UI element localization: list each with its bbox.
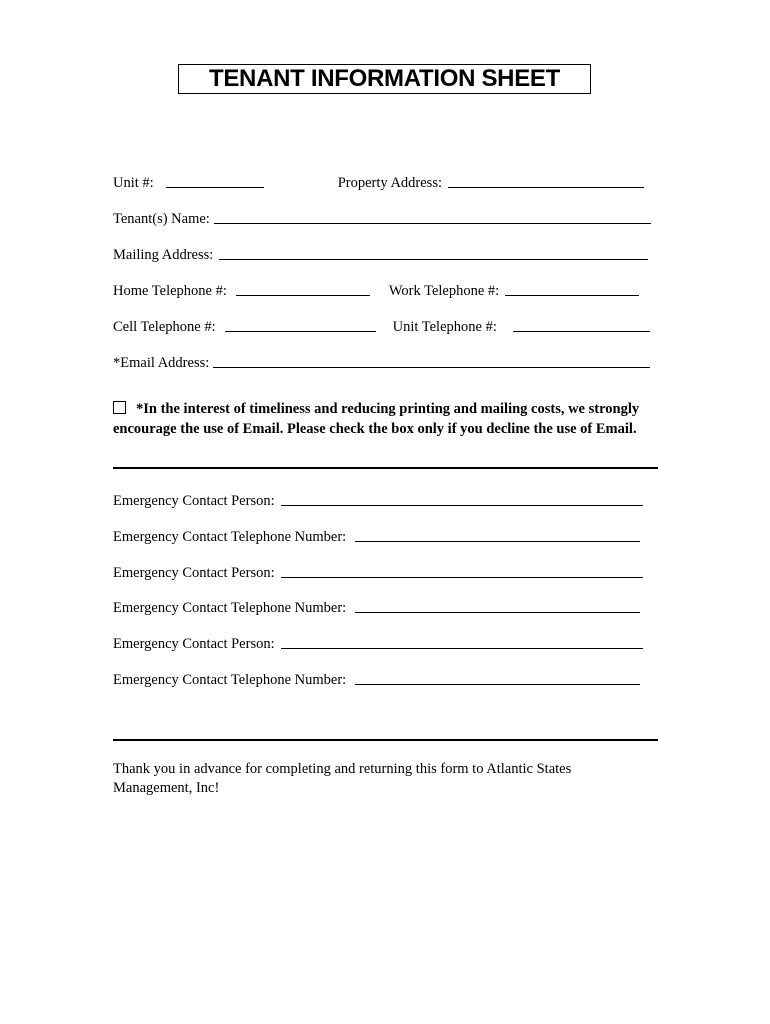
- home-telephone-label: Home Telephone #:: [113, 283, 227, 299]
- footer-divider: [113, 739, 658, 741]
- cell-telephone-input[interactable]: [225, 317, 376, 332]
- section-divider: [113, 467, 658, 469]
- emergency-contact-person-input-1[interactable]: [281, 491, 643, 506]
- property-address-label: Property Address:: [337, 175, 442, 191]
- emergency-contact-person-label: Emergency Contact Person:: [113, 636, 275, 652]
- home-work-telephone-row: [113, 280, 639, 300]
- emergency-contact-telephone-row-1: [113, 526, 640, 546]
- cell-telephone-label: Cell Telephone #:: [113, 319, 216, 335]
- emergency-contact-telephone-label: Emergency Contact Telephone Number:: [113, 600, 347, 616]
- emergency-contact-telephone-input-3[interactable]: [355, 670, 640, 685]
- email-notice-text: *In the interest of timeliness and reducing printing and mailing costs, we strongly encourage the use of Email. Please check the box only if you decline the use of Email.: [113, 401, 640, 437]
- emergency-contact-person-label: Emergency Contact Person:: [113, 565, 275, 581]
- emergency-contact-person-row-2: [113, 562, 643, 582]
- email-address-label: *Email Address:: [113, 355, 210, 371]
- emergency-contact-person-row-1: [113, 490, 643, 510]
- emergency-contact-telephone-input-2[interactable]: [355, 598, 640, 613]
- home-telephone-input[interactable]: [236, 281, 370, 296]
- emergency-contact-person-input-2[interactable]: [281, 563, 643, 578]
- cell-unit-telephone-row: [113, 316, 650, 336]
- unit-telephone-input[interactable]: [513, 317, 650, 332]
- property-address-input[interactable]: [448, 173, 644, 188]
- tenants-name-label: Tenant(s) Name:: [113, 211, 210, 227]
- mailing-address-row: [113, 244, 648, 264]
- page-title: TENANT INFORMATION SHEET: [178, 64, 591, 94]
- tenants-name-input[interactable]: [214, 209, 651, 224]
- unit-telephone-label: Unit Telephone #:: [392, 319, 497, 335]
- work-telephone-label: Work Telephone #:: [388, 283, 500, 299]
- footer-note: Thank you in advance for completing and returning this form to Atlantic States Management, Inc!: [113, 761, 572, 796]
- unit-label: Unit #:: [113, 175, 154, 191]
- unit-row: [113, 172, 644, 192]
- tenants-name-row: [113, 208, 651, 228]
- unit-input[interactable]: [166, 173, 264, 188]
- emergency-contact-telephone-input-1[interactable]: [355, 527, 640, 542]
- mailing-address-label: Mailing Address:: [113, 247, 214, 263]
- emergency-contact-telephone-label: Emergency Contact Telephone Number:: [113, 672, 347, 688]
- emergency-contact-person-input-3[interactable]: [281, 634, 643, 649]
- emergency-contact-telephone-label: Emergency Contact Telephone Number:: [113, 529, 347, 545]
- emergency-contact-telephone-row-3: [113, 669, 640, 689]
- emergency-contact-person-row-3: [113, 633, 643, 653]
- emergency-contact-person-label: Emergency Contact Person:: [113, 493, 275, 509]
- email-address-input[interactable]: [213, 353, 650, 368]
- work-telephone-input[interactable]: [505, 281, 639, 296]
- mailing-address-input[interactable]: [219, 245, 648, 260]
- email-notice: [113, 400, 661, 439]
- decline-email-checkbox[interactable]: [113, 401, 126, 414]
- emergency-contact-telephone-row-2: [113, 597, 640, 617]
- email-address-row: [113, 352, 650, 372]
